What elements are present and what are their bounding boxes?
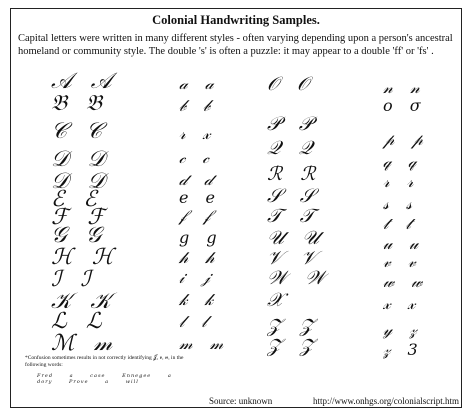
sample-cell: 𝑜 𝜎 — [383, 96, 427, 115]
handwriting-samples-panel — [10, 8, 462, 408]
sample-cell: 𝓊 𝓊 — [383, 234, 425, 253]
sample-cell: 𝑔 𝑔 — [179, 228, 223, 247]
sample-cell: 𝓌 𝓌 — [383, 272, 429, 291]
sample-cell: ℛ ℛ — [267, 163, 322, 185]
sample-cell: 𝓁 𝓁 — [179, 312, 213, 331]
page-title: Colonial Handwriting Samples. — [152, 13, 320, 27]
sample-cell: 𝒟 𝒟 — [51, 147, 112, 172]
confusion-footnote: *Confusion sometimes results in not correctly identifying 𝒥, e, 𝓃, in the following words: — [25, 355, 184, 368]
sample-cell: 𝒱 𝒱 — [267, 247, 323, 269]
example-word: Ennegee a dory — [37, 373, 172, 385]
example-words — [37, 373, 187, 385]
sample-cell: 𝒽 𝒽 — [179, 248, 221, 267]
sample-cell: ℒ ℒ — [51, 309, 108, 334]
sample-cell: 𝒮 𝒮 — [267, 185, 321, 207]
sample-cell: 𝒳 — [267, 289, 290, 311]
sample-cell: 𝓉 𝓉 — [383, 214, 417, 233]
sample-cell: 𝒹 𝒹 — [179, 170, 219, 189]
intro-text: Capital letters were written in many different styles - often varying depending upon a person's ancestral homeland or community style. The double 's' is often a puzzle: it may appear to a double 'ff' or 'fs' . — [18, 33, 453, 57]
sample-cell: 𝓃 𝓃 — [383, 78, 426, 97]
sample-cell: 𝒪 𝒪 — [267, 73, 315, 95]
sample-cell: 𝒢 𝒢 — [51, 223, 108, 248]
sample-cell: 𝒵 𝒵 — [267, 335, 320, 357]
sample-cell: ℱ ℱ — [51, 205, 111, 230]
sample-cell: 𝒜 𝒜 — [51, 69, 118, 94]
sample-cell: 𝓇 𝓇 — [383, 172, 420, 191]
sample-cell: 𝒲 𝒲 — [267, 267, 331, 289]
sample-cell: ℐ ℐ — [51, 267, 97, 292]
sample-cell: 𝓆 𝓆 — [383, 152, 423, 171]
sample-cell: 𝒞 𝒞 — [51, 119, 109, 144]
sample-cell: 𝓏 3 — [383, 340, 424, 359]
sample-cell: 𝒟 𝒟 — [51, 169, 112, 194]
samples-grid — [11, 71, 461, 371]
sample-cell: ℋ ℋ — [51, 245, 120, 270]
source-credit: Source: unknown — [209, 396, 273, 406]
source-url: http://www.onhgs.org/colonialscript.htm — [313, 396, 459, 406]
sample-cell: 𝓍 𝓍 — [383, 294, 422, 313]
sample-cell: 𝒾 𝒿 — [179, 268, 216, 287]
sample-cell: 𝒬 𝒬 — [267, 137, 319, 159]
sample-cell: 𝒰 𝒰 — [267, 227, 326, 249]
sample-cell: 𝒵 𝒵 — [267, 315, 320, 337]
sample-cell: 𝓎 𝓏 — [383, 320, 423, 339]
sample-cell: 𝒷 𝒷 — [179, 96, 216, 115]
sample-cell: 𝒶 𝒶 — [179, 74, 220, 93]
sample-cell: 𝓈 𝓈 — [383, 194, 418, 213]
sample-cell: 𝓂 𝓂 — [179, 334, 230, 353]
sample-cell: 𝓀 𝓀 — [179, 290, 220, 309]
sample-cell: 𝓋 𝓋 — [383, 252, 422, 271]
example-word: Prove a will — [69, 379, 139, 385]
sample-cell: 𝒸 𝒸 — [179, 148, 215, 167]
sample-cell: 𝓇 𝓍 — [179, 124, 217, 143]
sample-cell: 𝒻 𝒻 — [179, 206, 217, 225]
sample-cell: 𝒫 𝒫 — [267, 113, 319, 135]
sample-cell: 𝒯 𝒯 — [267, 205, 321, 227]
sample-cell: 𝑒 𝑒 — [179, 188, 222, 207]
sample-cell: ℳ 𝓂 — [51, 331, 119, 356]
sample-cell: 𝔅 𝔅 — [51, 91, 108, 116]
sample-cell: ℰ ℰ — [51, 187, 103, 212]
sample-cell: 𝓅 𝓅 — [383, 130, 429, 149]
example-word: Fred a case — [37, 373, 106, 379]
sample-cell: 𝒦 𝒦 — [51, 289, 117, 314]
